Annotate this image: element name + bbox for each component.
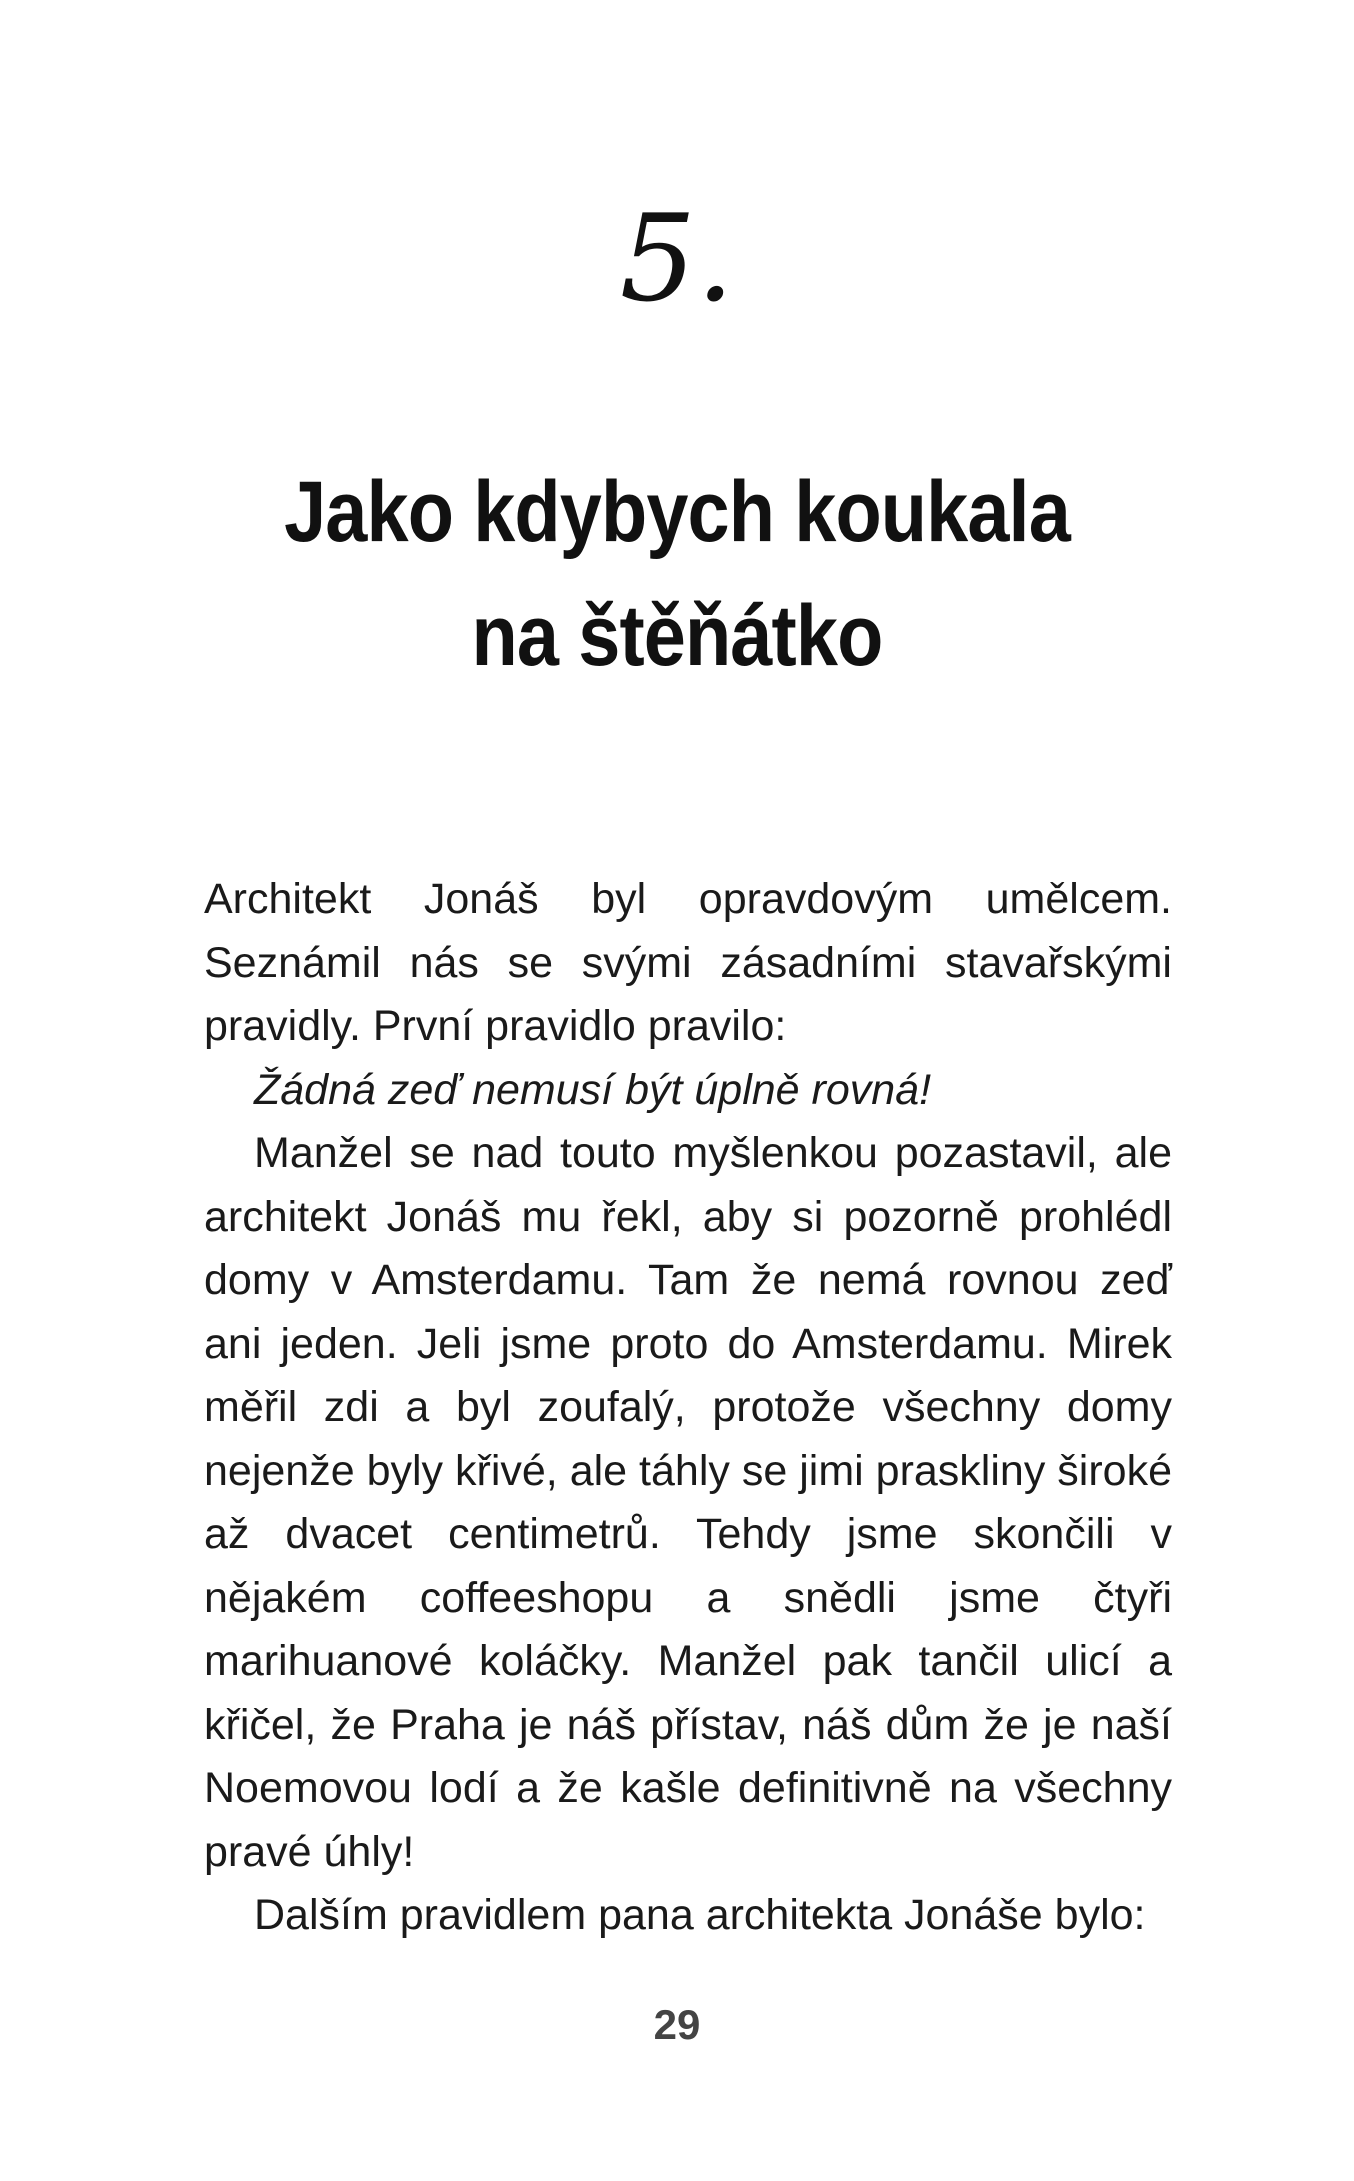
chapter-title-line-2: na štěňátko bbox=[471, 588, 883, 684]
quote-rule: Žádná zeď nemusí být úplně rovná! bbox=[254, 1065, 932, 1114]
paragraph-2: Manžel se nad touto myšlenkou pozastavil, ale architekt Jonáš mu řekl, aby si pozorně prohlédl domy v Amsterdamu. Tam že nemá rovnou zeď ani jeden. Jeli jsme proto do Amsterdamu. Mirek měřil zdi a byl zoufalý, protože všechny domy nejenže byly křivé, ale táhly se jimi praskliny široké až dvacet centimetrů. Tehdy jsme skončili v nějakém coffeeshopu a snědli jsme čtyři marihuanové koláčky. Manžel pak tančil ulicí a křičel, že Praha je náš přístav, náš dům že je naší Noemovou lodí a že kašle definitivně na všechny pravé úhly! bbox=[204, 1129, 1172, 1876]
page-number: 29 bbox=[653, 2001, 701, 2048]
chapter-title bbox=[81, 450, 1273, 698]
paragraph-1: Architekt Jonáš byl opravdovým umělcem. Seznámil nás se svými zásadními stavařskými pravidly. První pravidlo pravilo: bbox=[204, 875, 1172, 1050]
body-text bbox=[204, 868, 1172, 1948]
chapter-title-line-1: Jako kdybych koukala bbox=[284, 464, 1070, 560]
paragraph-3: Dalším pravidlem pana architekta Jonáše bylo: bbox=[254, 1891, 1146, 1939]
chapter-number: 5. bbox=[619, 190, 735, 329]
